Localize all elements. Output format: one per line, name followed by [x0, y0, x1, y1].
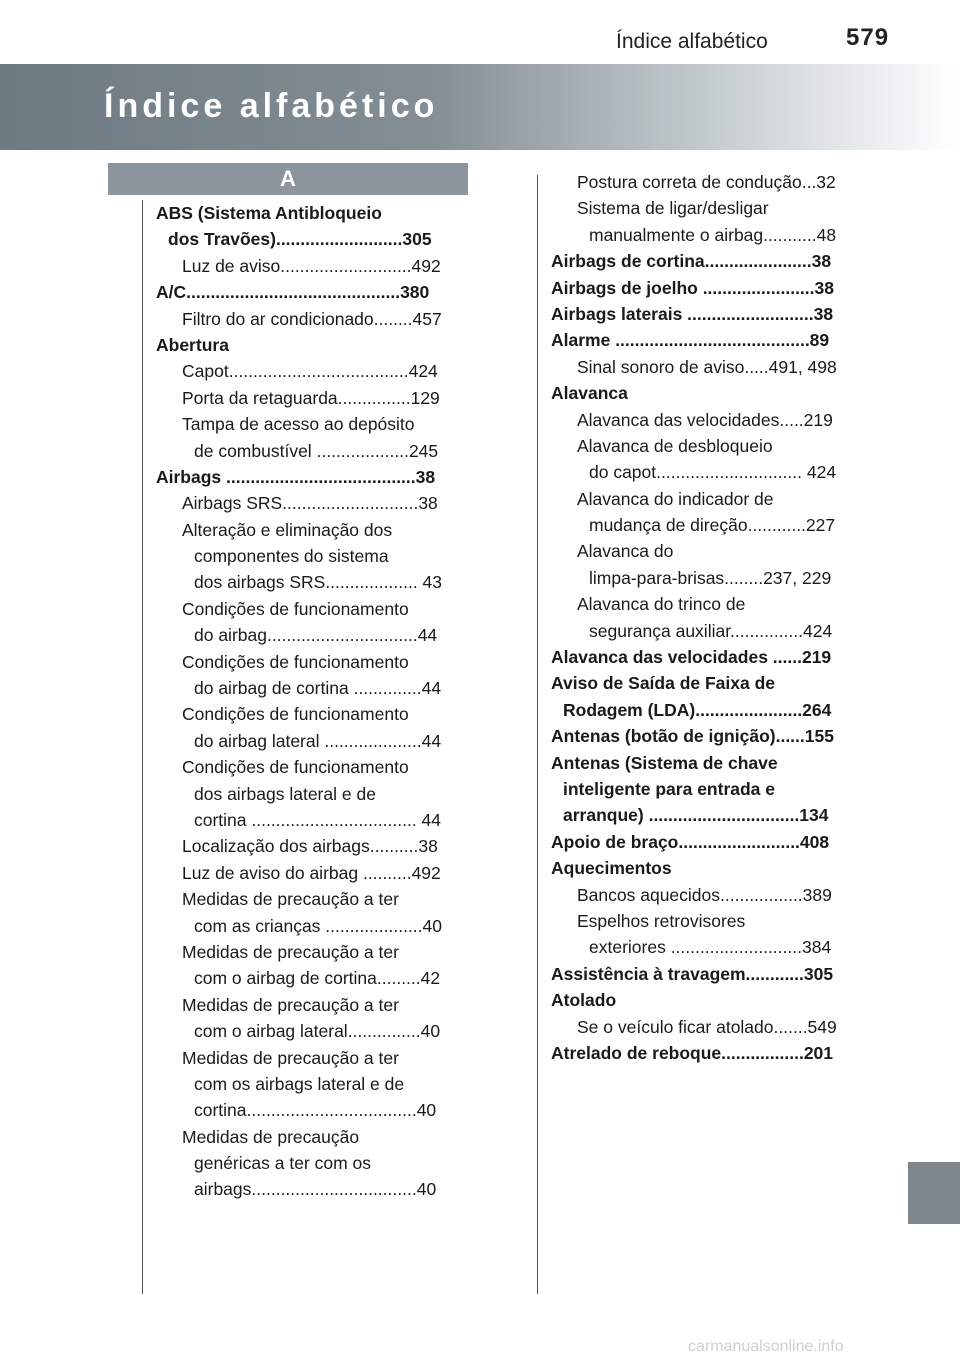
index-subentry: Luz de aviso do airbag ..........492 [182, 862, 441, 883]
index-subentry: Postura correta de condução...32 [577, 172, 836, 192]
index-subentry: mudança de direção............227 [589, 515, 836, 536]
index-subentry: Condições de funcionamento [182, 651, 409, 672]
footer-watermark: carmanualsonline.info [688, 1338, 844, 1355]
index-entry: Aquecimentos [551, 858, 672, 879]
index-entry: Alavanca das velocidades ......219 [551, 647, 832, 668]
index-subentry: Medidas de precaução a ter [182, 994, 399, 1015]
index-entry: Atolado [551, 990, 617, 1011]
index-entry: Atrelado de reboque.................201 [551, 1042, 834, 1063]
header-title: Índice alfabético [616, 30, 768, 53]
index-subentry: Tampa de acesso ao depósito [182, 414, 415, 435]
index-subentry: Alteração e eliminação dos [182, 519, 393, 540]
index-subentry: dos airbags SRS................... 43 [194, 572, 443, 593]
index-entry: Alarme ........................................89 [551, 330, 830, 351]
index-subentry: cortina...................................40 [194, 1100, 437, 1121]
index-subentry: Condições de funcionamento [182, 757, 409, 778]
index-entry: Rodagem (LDA)......................264 [563, 699, 832, 720]
index-subentry: Alavanca de desbloqueio [577, 435, 773, 456]
index-entry: inteligente para entrada e [563, 778, 776, 799]
index-subentry: do airbag lateral ....................44 [194, 730, 442, 751]
chapter-banner [0, 64, 960, 150]
index-entry: Abertura [156, 334, 229, 355]
section-letter-header: A [108, 163, 468, 195]
index-subentry: Medidas de precaução [182, 1126, 360, 1147]
index-entry: Apoio de braço.........................408 [551, 831, 830, 852]
index-subentry: exteriores ...........................384 [589, 937, 832, 958]
chapter-side-tab [908, 1162, 960, 1224]
index-subentry: Espelhos retrovisores [577, 910, 746, 931]
index-subentry: cortina .................................. 44 [194, 809, 442, 830]
index-subentry: dos airbags lateral e de [194, 783, 376, 804]
page-header [0, 0, 960, 64]
index-entry: Antenas (Sistema de chave [551, 752, 778, 773]
left-column-divider [142, 200, 143, 1294]
index-subentry: Condições de funcionamento [182, 598, 409, 619]
index-subentry: componentes do sistema [194, 546, 389, 567]
index-entry: Airbags de joelho .......................38 [551, 277, 834, 298]
index-subentry: Medidas de precaução a ter [182, 889, 399, 910]
index-subentry: segurança auxiliar...............424 [589, 620, 833, 641]
index-subentry: Luz de aviso...........................492 [182, 255, 441, 276]
index-subentry: Alavanca do indicador de [577, 488, 774, 509]
index-subentry: Alavanca do [577, 541, 674, 562]
index-subentry: Porta da retaguarda...............129 [182, 387, 440, 408]
index-subentry: Medidas de precaução a ter [182, 1047, 399, 1068]
index-subentry: limpa-para-brisas........237, 229 [589, 567, 832, 588]
index-subentry: com o airbag de cortina.........42 [194, 968, 441, 989]
index-subentry: do airbag de cortina ..............44 [194, 678, 442, 699]
index-subentry: do airbag...............................44 [194, 625, 438, 646]
index-subentry: do capot.............................. 424 [589, 462, 837, 483]
middle-column-divider [537, 175, 538, 1294]
index-subentry: manualmente o airbag...........48 [589, 224, 837, 245]
index-entry: Airbags .......................................38 [156, 466, 436, 487]
index-subentry: Alavanca das velocidades.....219 [577, 409, 833, 430]
index-subentry: Filtro do ar condicionado........457 [182, 308, 442, 329]
index-subentry: Airbags SRS............................38 [182, 493, 438, 514]
index-entry: Aviso de Saída de Faixa de [551, 673, 776, 694]
index-subentry: genéricas a ter com os [194, 1153, 372, 1174]
index-entry: dos Travões)..........................305 [168, 229, 432, 250]
index-entry: Alavanca [551, 383, 628, 404]
index-subentry: Condições de funcionamento [182, 704, 409, 725]
banner-title: Índice alfabético [104, 87, 439, 125]
index-subentry: Se o veículo ficar atolado.......549 [577, 1016, 837, 1037]
index-subentry: de combustível ...................245 [194, 440, 439, 461]
index-entry: ABS (Sistema Antibloqueio [156, 203, 382, 223]
index-column-right [551, 169, 863, 1066]
index-entry: Airbags laterais ..........................38 [551, 303, 834, 324]
index-subentry: Alavanca do trinco de [577, 594, 746, 615]
index-subentry: Sinal sonoro de aviso.....491, 498 [577, 356, 837, 377]
index-subentry: Sistema de ligar/desligar [577, 198, 769, 219]
index-entry: Assistência à travagem............305 [551, 963, 834, 984]
index-subentry: Capot.....................................424 [182, 361, 438, 382]
index-entry: Antenas (botão de ignição)......155 [551, 726, 834, 747]
index-subentry: airbags..................................40 [194, 1179, 437, 1200]
index-entry: A/C............................................380 [156, 282, 430, 303]
index-subentry: Medidas de precaução a ter [182, 941, 399, 962]
index-subentry: com os airbags lateral e de [194, 1073, 405, 1094]
page-number: 579 [846, 24, 890, 51]
index-subentry: Localização dos airbags..........38 [182, 836, 438, 857]
index-subentry: com as crianças ....................40 [194, 915, 442, 936]
index-subentry: com o airbag lateral...............40 [194, 1021, 441, 1042]
index-subentry: Bancos aquecidos.................389 [577, 884, 832, 905]
index-entry: arranque) ...............................134 [563, 805, 829, 826]
index-entry: Airbags de cortina......................38 [551, 251, 832, 272]
index-column-left [156, 200, 468, 1203]
